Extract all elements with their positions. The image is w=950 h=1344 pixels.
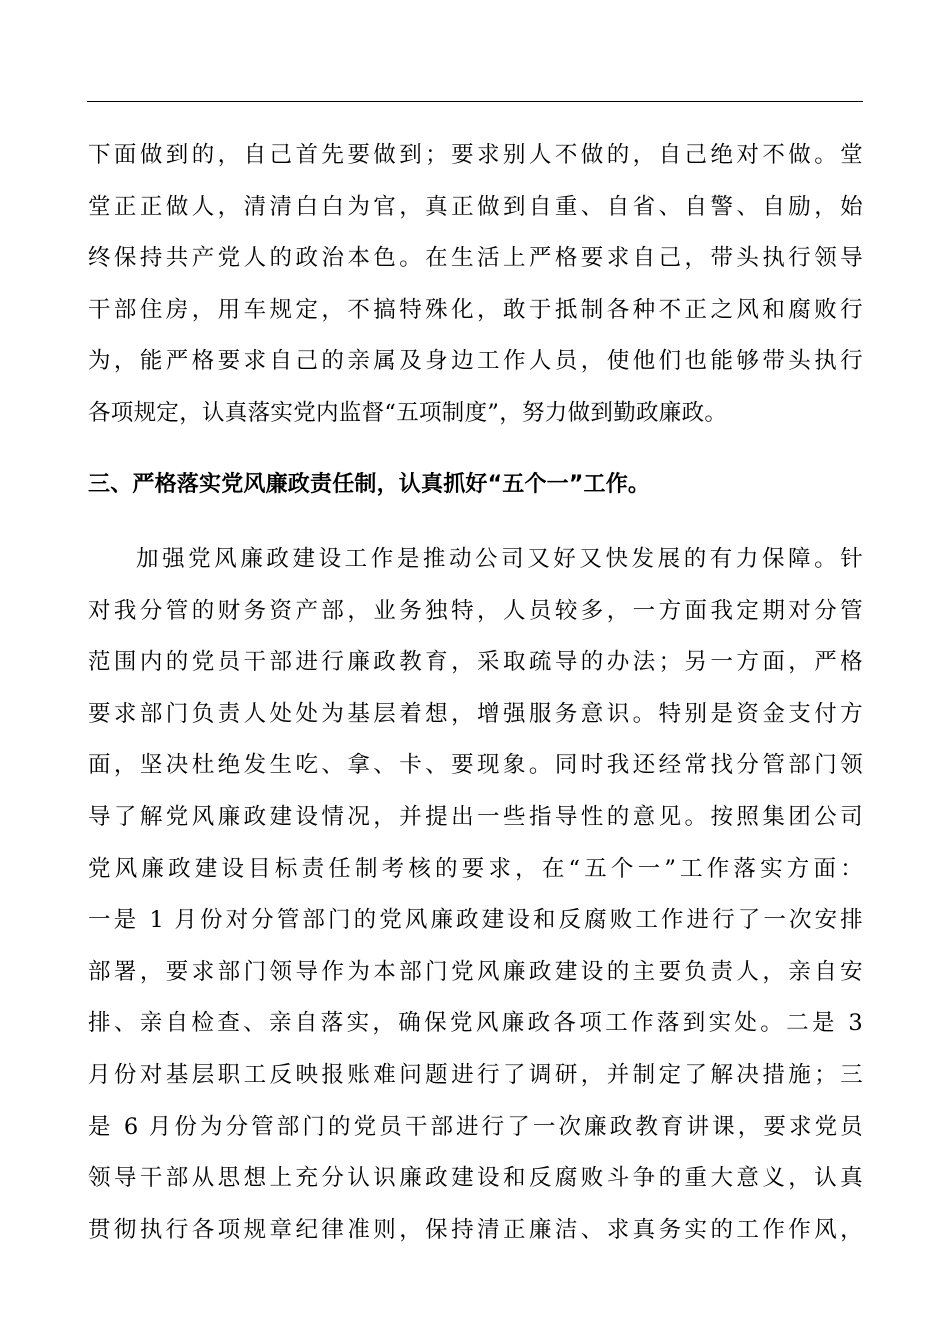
text-line: 部署，要求部门领导作为本部门党风廉政建设的主要负责人，亲自安	[88, 959, 863, 985]
text-line: 领导干部从思想上充分认识廉政建设和反腐败斗争的重大意义，认真	[88, 1165, 863, 1191]
header-rule	[87, 101, 863, 102]
text-line: 是 6 月份为分管部门的党员干部进行了一次廉政教育讲课，要求党员	[88, 1114, 863, 1140]
text-line: 党风廉政建设目标责任制考核的要求，在“五个一”工作落实方面：	[88, 856, 863, 882]
text-line: 要求部门负责人处处为基层着想，增强服务意识。特别是资金支付方	[88, 701, 863, 727]
text-line: 加强党风廉政建设工作是推动公司又好又快发展的有力保障。针	[136, 546, 863, 572]
text-line: 贯彻执行各项规章纪律准则，保持清正廉洁、求真务实的工作作风，	[88, 1217, 863, 1243]
text-line: 排、亲自检查、亲自落实，确保党风廉政各项工作落到实处。二是 3	[88, 1010, 863, 1036]
text-line: 月份对基层职工反映报账难问题进行了调研，并制定了解决措施；三	[88, 1062, 863, 1088]
text-line: 干部住房，用车规定，不搞特殊化，敢于抵制各种不正之风和腐败行	[88, 297, 863, 323]
text-line: 范围内的党员干部进行廉政教育，采取疏导的办法；另一方面，严格	[88, 649, 863, 675]
text-line: 导了解党风廉政建设情况，并提出一些指导性的意见。按照集团公司	[88, 804, 863, 830]
text-line: 各项规定，认真落实党内监督“五项制度”，努力做到勤政廉政。	[88, 400, 728, 426]
text-line: 为，能严格要求自己的亲属及身边工作人员，使他们也能够带头执行	[88, 348, 863, 374]
text-line: 面，坚决杜绝发生吃、拿、卡、要现象。同时我还经常找分管部门领	[88, 752, 863, 778]
text-line: 一是 1 月份对分管部门的党风廉政建设和反腐败工作进行了一次安排	[88, 907, 863, 933]
section-heading: 三、严格落实党风廉政责任制，认真抓好“五个一”工作。	[88, 472, 651, 497]
text-line: 堂正正做人，清清白白为官，真正做到自重、自省、自警、自励，始	[88, 194, 863, 220]
text-line: 对我分管的财务资产部，业务独特，人员较多，一方面我定期对分管	[88, 598, 863, 624]
text-line: 下面做到的，自己首先要做到；要求别人不做的，自己绝对不做。堂	[88, 142, 863, 168]
text-line: 终保持共产党人的政治本色。在生活上严格要求自己，带头执行领导	[88, 245, 863, 271]
